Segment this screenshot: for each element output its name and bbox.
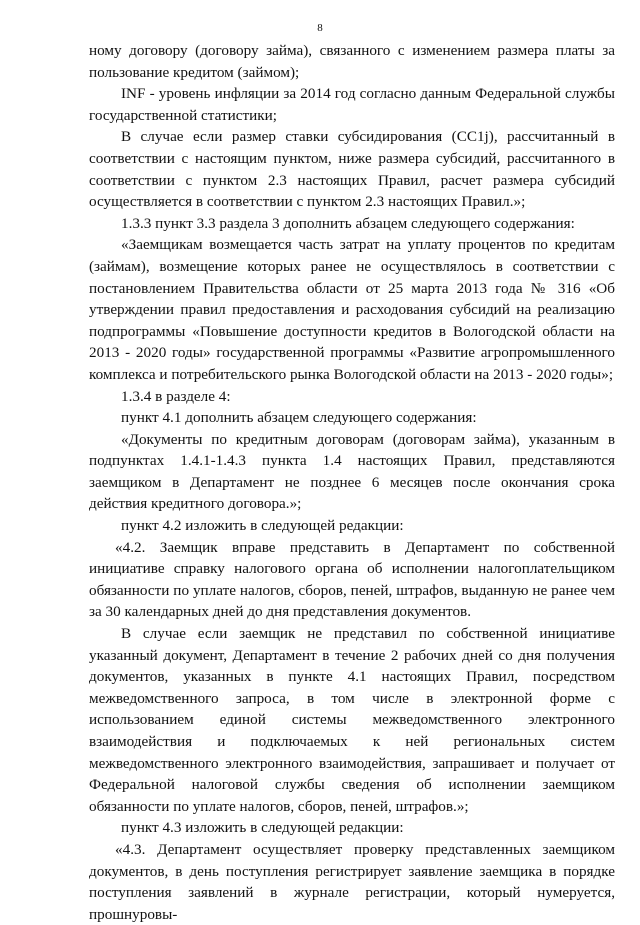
paragraph: В случае если заемщик не представил по собственной инициативе указанный документ, Департамент в течение 2 рабочих дней со дня получения документов, указанных в пункте 4.1 настоящих Правил, посредством межведомственного запроса, в том числе в электронной форме с использованием единой системы межведомственного электронного взаимодействия и подключаемых к ней региональных систем межведомственного электронного взаимодействия, запрашивает и получает от Федеральной налоговой службы сведения об исполнении заемщиком обязанности по уплате налогов, сборов, пеней, штрафов.»;: [89, 625, 615, 815]
paragraph: 1.3.4 в разделе 4:: [121, 387, 231, 405]
paragraph: пункт 4.2 изложить в следующей редакции:: [121, 517, 404, 535]
paragraph: «4.2. Заемщик вправе представить в Департамент по собственной инициативе справку налогового органа об исполнении налогоплательщиком обязанности по уплате налогов, сборов, пеней, штрафов, выданную не ранее чем за 30 календарных дней до дня представления документов.: [89, 538, 615, 621]
paragraph: INF - уровень инфляции за 2014 год согласно данным Федеральной службы государственной статистики;: [89, 85, 615, 124]
paragraph: пункт 4.3 изложить в следующей редакции:: [121, 819, 404, 837]
paragraph: пункт 4.1 дополнить абзацем следующего содержания:: [121, 409, 477, 427]
paragraph: «4.3. Департамент осуществляет проверку представленных заемщиком документов, в день поступления регистрирует заявление заемщика в порядке поступления заявлений в журнале регистрации, который нумеруется, прошнуровы-: [89, 840, 615, 923]
paragraph: «Документы по кредитным договорам (договорам займа), указанным в подпунктах 1.4.1-1.4.3 пункта 1.4 настоящих Правил, представляются заемщиком в Департамент не позднее 6 месяцев после окончания срока действия кредитного договора.»;: [89, 430, 615, 513]
paragraph: ному договору (договору займа), связанного с изменением размера платы за пользование кредитом (займом);: [89, 42, 615, 81]
paragraph: «Заемщикам возмещается часть затрат на уплату процентов по кредитам (займам), возмещение которых ранее не осуществлялось в соответствии с постановлением Правительства области от 25 марта 2013 года № 316 «Об утверждении правил предоставления и расходования субсидий на реализацию подпрограммы «Повышение доступности кредитов в Вологодской области на 2013 - 2020 годы» государственной программы «Развитие агропромышленного комплекса и потребительского рынка Вологодской области на 2013 - 2020 годы»;: [89, 236, 615, 383]
document-body: [89, 40, 615, 925]
paragraph: В случае если размер ставки субсидирования (CC1j), рассчитанный в соответствии с настоящим пунктом, ниже размера субсидий, рассчитанного в соответствии с пунктом 2.3 настоящих Правил, расчет размера субсидий осуществляется в соответствии с пунктом 2.3 настоящих Правил.»;: [89, 128, 615, 211]
page-number: 8: [317, 22, 323, 34]
paragraph: 1.3.3 пункт 3.3 раздела 3 дополнить абзацем следующего содержания:: [121, 214, 575, 232]
